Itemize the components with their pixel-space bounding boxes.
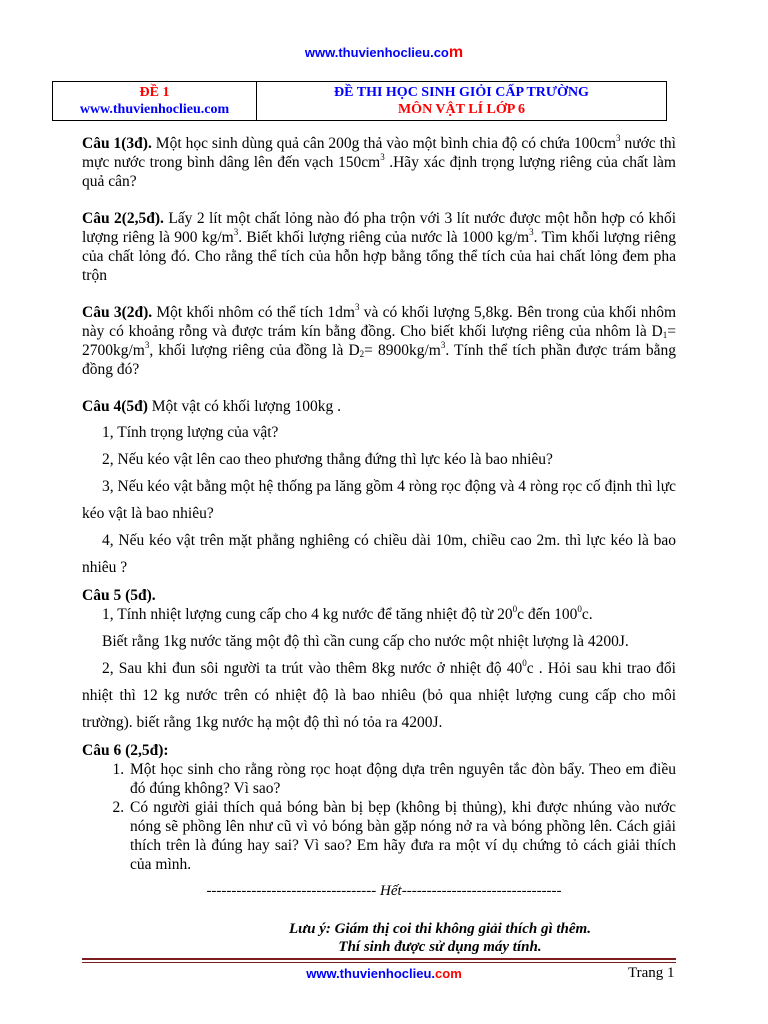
- question-5: [82, 586, 676, 605]
- question-6-label: Câu 6 (2,5đ):: [82, 742, 169, 759]
- end-marker: ---------------------------------- Hết--------------------------------: [206, 883, 562, 899]
- question-6-item-2: 2. Có người giải thích quả bóng bàn bị bẹp (không bị thủng), khi được nhúng vào nước nóng sẽ phồng lên như cũ vì vỏ bóng bàn gặp nóng nở ra và bóng phồng lên. Cách giải thích trên là đúng hay sai? Vì sao? Em hãy đưa ra một ví dụ chứng tỏ cách giải thích của mình.: [128, 798, 676, 874]
- header-site-suffix: m: [448, 44, 464, 61]
- question-5-part-1: 1, Tính nhiệt lượng cung cấp cho 4 kg nước để tăng nhiệt độ từ $20^0c$ đến $100^0c$.: [102, 604, 593, 623]
- note-line-2: Thí sinh được sử dụng máy tính.: [338, 939, 542, 955]
- question-3-label: Câu 3(2đ).: [82, 304, 153, 321]
- header-left-cell: [53, 82, 257, 121]
- question-5-label: Câu 5 (5đ).: [82, 587, 156, 604]
- question-6-list: [82, 760, 676, 874]
- question-4-item-4: 4, Nếu kéo vật trên mặt phẳng nghiêng có chiều dài 10m, chiều cao 2m. thì lực kéo là bao nhiêu ?: [82, 532, 676, 576]
- question-6: [82, 741, 676, 760]
- question-1-label: Câu 1(3đ).: [82, 135, 152, 152]
- footer-rule-thin: [82, 962, 676, 963]
- question-5-note: Biết rằng 1kg nước tăng một độ thì cần cung cấp cho nước một nhiệt lượng là 4200J.: [102, 633, 629, 650]
- exam-content: [82, 134, 676, 874]
- question-3: Câu 3(2đ). Một khối nhôm có thể tích $1dm^3$ và có khối lượng 5,8kg. Bên trong của khối nhôm này có khoảng rỗng và được trám kín bằng đồng. Cho biết khối lượng riêng của nhôm là $D_1= 2700kg/m^3$, khối lượng riêng của đồng là $D_2= 8900kg/m^3$. Tính thể tích phần được trám bằng đồng đó?: [82, 302, 676, 378]
- footer-rule-thick: [82, 958, 676, 960]
- exam-site: www.thuvienhoclieu.com: [79, 102, 230, 117]
- question-2-label: Câu 2(2,5đ).: [82, 210, 164, 227]
- question-4: Câu 4(5đ) Một vật có khối lượng 100kg .: [82, 398, 342, 415]
- header-site-link[interactable]: [0, 44, 768, 62]
- question-4-item-1: 1, Tính trọng lượng của vật?: [102, 424, 279, 441]
- header-table: [52, 81, 667, 121]
- question-5-part-2: 2, Sau khi đun sôi người ta trút vào thêm 8kg nước ở nhiệt độ $40^0c$ . Hỏi sau khi trao đổi nhiệt thì 12 kg nước trên có nhiệt độ là bao nhiêu (bỏ qua nhiệt lượng cung cấp cho môi trường). biết rằng 1kg nước hạ một độ thì nó tỏa ra 4200J.: [82, 658, 676, 731]
- exam-title: ĐỀ THI HỌC SINH GIỎI CẤP TRƯỜNG: [334, 85, 589, 100]
- question-4-label: Câu 4(5đ): [82, 398, 148, 415]
- question-2: Câu 2(2,5đ). Lấy 2 lít một chất lỏng nào đó pha trộn với 3 lít nước được một hỗn hợp có khối lượng riêng là 900 $kg/m^3$. Biết khối lượng riêng của nước là 1000 $kg/m^3$. Tìm khối lượng riêng của chất lỏng đó. Cho rằng thể tích của hỗn hợp bằng tổng thể tích của hai chất lỏng đem pha trộn: [82, 210, 676, 284]
- question-6-item-1: 1. Một học sinh cho rằng ròng rọc hoạt động dựa trên nguyên tắc đòn bẩy. Theo em điều đó đúng không? Vì sao?: [128, 760, 676, 798]
- header-site-prefix: www.thuvienhoclieu.co: [304, 45, 449, 60]
- page-number: Trang 1: [628, 965, 675, 981]
- exam-number: ĐỀ 1: [139, 85, 170, 100]
- header-right-cell: [257, 82, 667, 121]
- end-word: Hết: [380, 883, 402, 899]
- question-4-item-3: 3, Nếu kéo vật bằng một hệ thống pa lăng gồm 4 ròng rọc động và 4 ròng rọc cố định thì lực kéo vật là bao nhiêu?: [82, 478, 676, 522]
- exam-subject: MÔN VẬT LÍ LỚP 6: [397, 102, 526, 117]
- footer-site-link[interactable]: www.thuvienhoclieu.com: [306, 966, 462, 981]
- exam-note: [0, 920, 768, 956]
- question-1: Câu 1(3đ). Một học sinh dùng quả cân 200g thả vào một bình chia độ có chứa $100cm^3$ nước thì mực nước trong bình dâng lên đến vạch $150cm^3$ .Hãy xác định trọng lượng riêng của chất làm quả cân?: [82, 133, 676, 190]
- question-4-item-2: 2, Nếu kéo vật lên cao theo phương thẳng đứng thì lực kéo là bao nhiêu?: [102, 451, 553, 468]
- note-line-1: Lưu ý: Giám thị coi thi không giải thích gì thêm.: [289, 921, 591, 937]
